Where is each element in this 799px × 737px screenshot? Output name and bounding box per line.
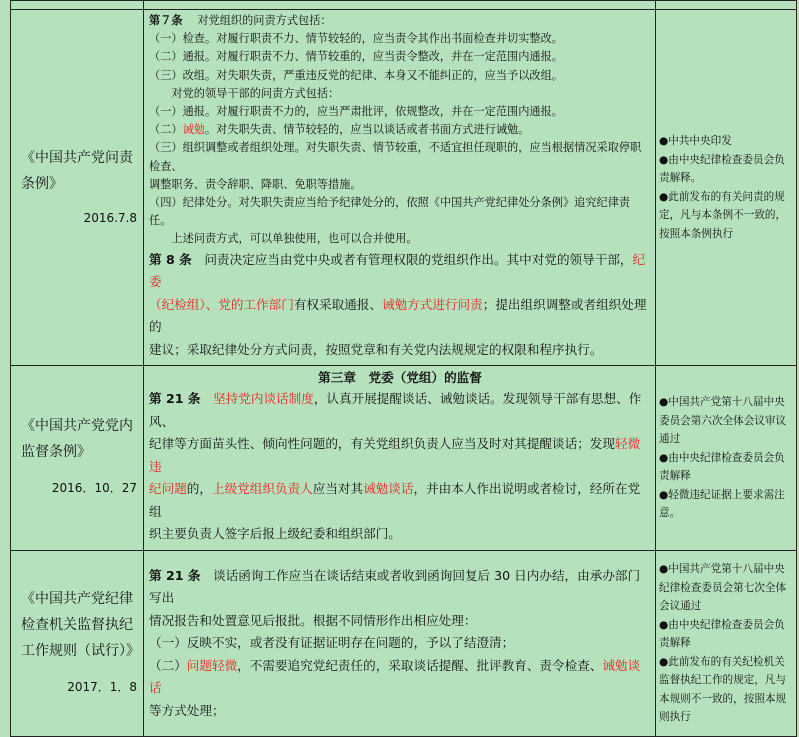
text-run: ，认真开展提醒谈话、诫勉谈话。发现领导干部有思想、作风、 bbox=[149, 391, 642, 429]
highlighted-text: 坚持党内谈话制度 bbox=[213, 391, 314, 407]
text-run: ，并由本人作出说明或者检讨，经所在党组 bbox=[149, 481, 641, 519]
content-line bbox=[149, 523, 651, 546]
text-run: （一）检查。对履行职责不力、情节较轻的，应当责令其作出书面检查并切实整改。 bbox=[149, 32, 563, 46]
note-item: ●轻微违纪证据上要求需注意。 bbox=[659, 488, 785, 520]
regulation-title-cell bbox=[11, 550, 144, 737]
regulations-table bbox=[10, 0, 797, 737]
text-run: 。对失职失责、情节较轻的，应当以谈话或者书面方式进行诫勉。 bbox=[204, 123, 530, 137]
note-item: ●此前发布的有关问责的规定，凡与本条例不一致的，按照本条例执行 bbox=[659, 190, 787, 240]
content-cell bbox=[144, 10, 656, 366]
note-item: ●中国共产党第十八届中央纪律检查委员会第七次全体会议通过 bbox=[659, 563, 787, 613]
highlighted-text: 诫勉谈话 bbox=[149, 657, 641, 696]
content-line bbox=[149, 700, 651, 723]
article-number: 第７条 bbox=[149, 14, 183, 27]
title-line: 工作规则（试行）》 bbox=[21, 642, 140, 659]
content-line bbox=[149, 48, 651, 66]
text-run: 建议；采取纪律处分方式问责，按照党章和有关党内法规规定的权限和程序执行。 bbox=[149, 341, 603, 357]
content-line bbox=[149, 565, 651, 610]
regulation-title bbox=[21, 145, 137, 197]
regulation-title bbox=[21, 586, 140, 664]
text-run: （一）反映不实，或者没有证据证明存在问题的，予以了结澄清； bbox=[149, 635, 515, 651]
chapter-heading: 第三章 党委（党组）的监督 bbox=[318, 370, 482, 386]
highlighted-text: （纪检组）、党的工作部门 bbox=[149, 296, 294, 312]
highlighted-text: 纪问题 bbox=[149, 481, 187, 497]
text-run: 对党组织的问责方式包括： bbox=[182, 14, 332, 27]
text-run: 应当对其 bbox=[312, 481, 364, 497]
regulation-title-cell bbox=[11, 10, 144, 366]
article-number: 第 8 条 bbox=[149, 251, 192, 267]
content-line bbox=[149, 12, 651, 30]
notes-cell bbox=[656, 366, 797, 551]
text-run: （二） bbox=[149, 123, 183, 137]
note-item: ●中国共产党第十八届中央委员会第六次全体会议审议通过 bbox=[659, 396, 787, 446]
regulation-row bbox=[11, 10, 797, 366]
content-line bbox=[149, 655, 651, 700]
text-run bbox=[200, 391, 213, 406]
content-line bbox=[149, 632, 651, 655]
highlighted-text: 问题轻微 bbox=[186, 657, 238, 673]
text-run: （一）通报。对履行职责不力的，应当严肃批评，依规整改，并在一定范围内通报。 bbox=[149, 105, 563, 119]
title-line: 检查机关监督执纪 bbox=[21, 616, 133, 633]
text-run: 织主要负责人签字后报上级纪委和组织部门。 bbox=[149, 526, 401, 542]
content-line bbox=[149, 30, 651, 48]
content-line bbox=[149, 249, 651, 294]
text-run: （二）通报。对履行职责不力、情节较重的，应当责令整改，并在一定范围内通报。 bbox=[149, 50, 563, 64]
text-run: （三）组织调整或者组织处理。对失职失责、情节较重，不适宜担任现职的，应当根据情况采取停职检查、 bbox=[149, 141, 642, 173]
content-cell bbox=[144, 550, 656, 737]
regulation-date: 2016.7.8 bbox=[83, 210, 137, 225]
highlighted-text: 诫勉方式进行问责 bbox=[381, 296, 483, 312]
text-run: ，不需要追究党纪责任的，采取谈话提醒、批评教育、责令检查、 bbox=[237, 657, 603, 673]
note-item: ●由中央纪律检查委员会负责解释 bbox=[659, 618, 785, 650]
regulation-row bbox=[11, 550, 797, 737]
title-line: 《中国共产党问责 bbox=[21, 149, 133, 166]
text-run: 情况报告和处置意见后报批。根据不同情形作出相应处理： bbox=[149, 612, 477, 628]
content-line bbox=[149, 610, 651, 633]
text-run: （四）纪律处分。对失职失责应当给予纪律处分的，依照《中国共产党纪律处分条例》追究纪律责任。 bbox=[149, 196, 631, 228]
text-run: 上述问责方式，可以单独使用，也可以合并使用。 bbox=[149, 232, 418, 246]
note-item: ●由中央纪律检查委员会负责解释 bbox=[659, 451, 785, 483]
text-run: ；提出组织调整或者组织处理的 bbox=[149, 296, 647, 335]
top-row-cell bbox=[11, 1, 144, 10]
regulation-title-cell bbox=[11, 366, 144, 551]
highlighted-text: 纪委 bbox=[149, 251, 646, 290]
text-run: 有权采取通报、 bbox=[293, 296, 382, 312]
content-line bbox=[149, 294, 651, 339]
top-row-cell bbox=[144, 1, 656, 10]
text-run: 等方式处理； bbox=[149, 702, 225, 718]
text-run: 谈话函询工作应当在谈话结束或者收到函询回复后 30 日内办结，由承办部门写出 bbox=[149, 567, 641, 606]
text-run: （三）改组。对失职失责，严重违反党的纪律、本身又不能纠正的，应当予以改组。 bbox=[149, 68, 563, 82]
notes-cell bbox=[656, 550, 797, 737]
regulation-title bbox=[21, 413, 137, 465]
top-row-cell bbox=[656, 1, 797, 10]
regulation-date: 2016．10．27 bbox=[51, 481, 137, 496]
content-line bbox=[149, 230, 651, 248]
content-line bbox=[149, 388, 651, 433]
content-line bbox=[149, 339, 651, 362]
top-row bbox=[11, 1, 797, 10]
note-item: ●此前发布的有关纪检机关监督执纪工作的规定，凡与本规则不一致的，按照本规则执行 bbox=[659, 655, 787, 724]
note-item: ●中共中央印发 bbox=[659, 135, 732, 148]
content-line bbox=[149, 478, 651, 523]
title-line: 监督条例》 bbox=[21, 444, 91, 461]
content-line bbox=[149, 121, 651, 139]
text-run: 调整职务、责令辞职、降职、免职等措施。 bbox=[149, 177, 362, 191]
highlighted-text: 诫勉谈话 bbox=[363, 481, 414, 497]
text-run: 对党的领导干部的问责方式包括： bbox=[149, 86, 340, 100]
content-line bbox=[149, 194, 651, 230]
article-number: 第 21 条 bbox=[149, 567, 201, 583]
notes-cell bbox=[656, 10, 797, 366]
title-line: 《中国共产党党内 bbox=[21, 418, 133, 435]
content-line bbox=[149, 433, 651, 478]
regulation-date: 2017．1．8 bbox=[67, 679, 137, 694]
content-line bbox=[149, 139, 651, 175]
content-line bbox=[149, 176, 651, 194]
text-run: 纪律等方面苗头性、倾向性问题的，有关党组织负责人应当及时对其提醒谈话；发现 bbox=[149, 436, 615, 452]
note-item: ●由中央纪律检查委员会负责解释。 bbox=[659, 153, 785, 185]
article-number: 第 21 条 bbox=[149, 391, 201, 407]
highlighted-text: 诫勉 bbox=[182, 123, 205, 137]
content-line bbox=[149, 67, 651, 85]
highlighted-text: 轻微违 bbox=[149, 436, 641, 474]
title-line: 条例》 bbox=[21, 175, 63, 192]
highlighted-text: 上级党组织负责人 bbox=[211, 481, 313, 497]
content-cell bbox=[144, 366, 656, 551]
content-line bbox=[149, 85, 651, 103]
title-line: 《中国共产党纪律 bbox=[21, 590, 133, 607]
content-line bbox=[149, 103, 651, 121]
text-run: （二） bbox=[149, 657, 187, 673]
text-run: 的， bbox=[186, 481, 212, 497]
regulation-row bbox=[11, 366, 797, 551]
text-run: 问责决定应当由党中央或者有管理权限的党组织作出。其中对党的领导干部， bbox=[191, 251, 633, 267]
